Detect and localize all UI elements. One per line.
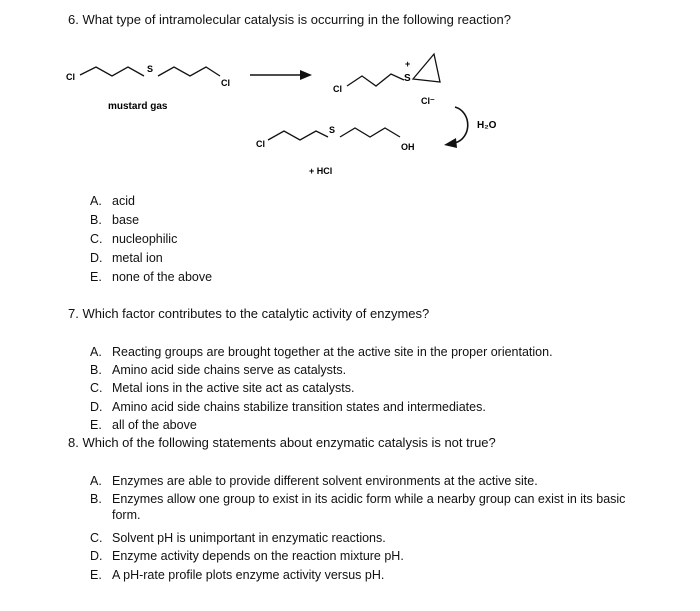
water-label: H₂O — [477, 120, 497, 131]
mustard-gas-label: mustard gas — [108, 101, 168, 112]
water-curved-arrow — [455, 107, 468, 143]
hydrolysis-chain-left — [268, 131, 328, 140]
q7-option-b[interactable]: B. Amino acid side chains serve as catalysts. — [90, 363, 347, 377]
three-membered-ring — [413, 54, 440, 82]
q8-option-a[interactable]: A. Enzymes are able to provide different solvent environments at the active site. — [90, 474, 538, 488]
question-6: 6. What type of intramolecular catalysis is occurring in the following reaction? — [68, 12, 511, 27]
q7-option-a[interactable]: A. Reacting groups are brought together at the active site in the proper orientation. — [90, 345, 553, 359]
mustard-cl-right: Cl — [221, 78, 230, 88]
q7-option-c[interactable]: C. Metal ions in the active site act as catalysts. — [90, 381, 355, 395]
q6-option-d[interactable]: D. metal ion — [90, 251, 163, 265]
water-arrow-head — [444, 138, 457, 148]
q6-option-a[interactable]: A. acid — [90, 194, 135, 208]
q8-option-d[interactable]: D. Enzyme activity depends on the reaction mixture pH. — [90, 549, 404, 563]
question-8: 8. Which of the following statements about enzymatic catalysis is not true? — [68, 435, 496, 450]
sulfonium-s-atom: S — [404, 73, 411, 84]
product-chain — [347, 74, 404, 86]
q8-option-c[interactable]: C. Solvent pH is unimportant in enzymatic reactions. — [90, 531, 386, 545]
sulfonium-plus: + — [405, 59, 411, 69]
q7-option-e[interactable]: E. all of the above — [90, 418, 197, 432]
question-7: 7. Which factor contributes to the catalytic activity of enzymes? — [68, 306, 430, 321]
reaction-scheme — [0, 0, 700, 200]
q8-option-b[interactable]: B. Enzymes allow one group to exist in its acidic form while a nearby group can exist in its basic form. — [90, 492, 626, 522]
mustard-chain-right — [158, 67, 220, 76]
hcl-byproduct: + HCl — [309, 166, 333, 176]
mustard-chain-left — [80, 67, 144, 76]
hydrolysis-s-atom: S — [329, 125, 336, 135]
q6-option-c[interactable]: C. nucleophilic — [90, 232, 178, 246]
q7-option-d[interactable]: D. Amino acid side chains stabilize transition states and intermediates. — [90, 400, 486, 414]
hydrolysis-chain-right — [340, 128, 400, 137]
hydrolysis-cl: Cl — [256, 139, 265, 149]
hydroxyl-group: OH — [401, 142, 415, 152]
q8-option-e[interactable]: E. A pH-rate profile plots enzyme activity versus pH. — [90, 568, 385, 582]
q6-option-e[interactable]: E. none of the above — [90, 270, 213, 284]
product-cl: Cl — [333, 84, 342, 94]
reaction-arrow-head — [300, 70, 312, 80]
mustard-s-atom: S — [147, 64, 154, 74]
chloride-ion: Cl⁻ — [421, 96, 435, 106]
mustard-cl-left: Cl — [66, 72, 75, 82]
q6-option-b[interactable]: B. base — [90, 213, 140, 227]
